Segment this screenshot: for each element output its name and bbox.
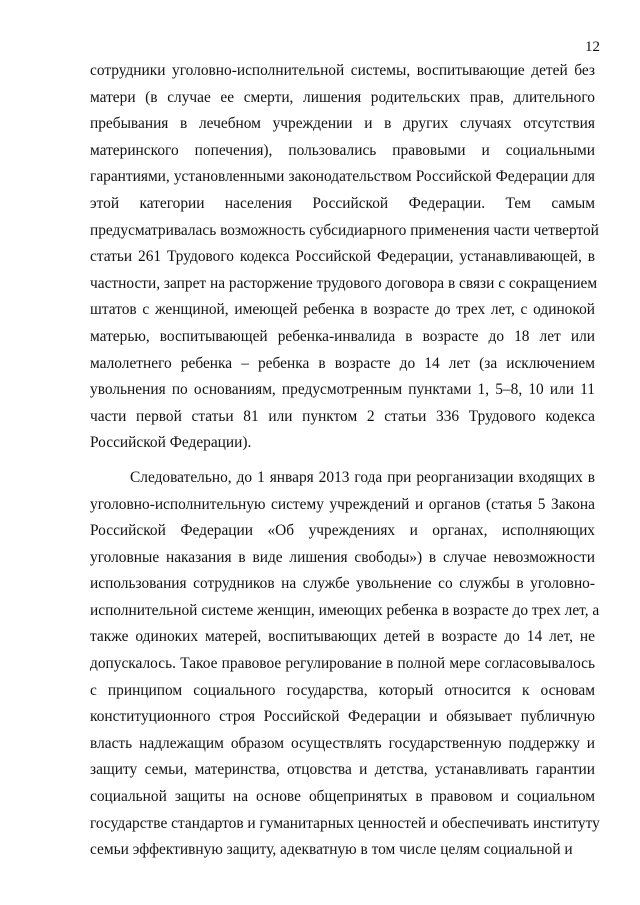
text-line: конституционного строя Российской Федерации и обязывает публичную xyxy=(90,708,595,726)
text-line: части первой статьи 81 или пунктом 2 статьи 336 Трудового кодекса xyxy=(90,407,595,425)
text-line: допускалось. Такое правовое регулирование в полной мере согласовывалось xyxy=(90,655,595,673)
text-line: сотрудники уголовно-исполнительной системы, воспитывающие детей без xyxy=(90,62,595,79)
text-line: Следовательно, до 1 января 2013 года при реорганизации входящих в xyxy=(130,468,595,486)
text-line: малолетнего ребенка – ребенка в возрасте до 14 лет (за исключением xyxy=(90,354,595,372)
text-line: материнского попечения), пользовались правовыми и социальными xyxy=(90,141,595,159)
text-line: Российской Федерации). xyxy=(90,434,252,452)
text-line: также одиноких матерей, воспитывающих детей в возрасте до 14 лет, не xyxy=(90,628,595,646)
text-line: власть надлежащим образом осуществлять государственную поддержку и xyxy=(90,734,595,752)
paragraph xyxy=(90,465,600,864)
text-line: с принципом социального государства, который относится к основам xyxy=(90,681,595,699)
text-line: исполнительной системе женщин, имеющих ребенка в возрасте до трех лет, а xyxy=(90,601,600,619)
text-line: матерью, воспитывающей ребенка-инвалида в возрасте до 18 лет или xyxy=(90,327,595,345)
paragraph xyxy=(90,58,599,457)
text-line: пребывания в лечебном учреждении и в других случаях отсутствия xyxy=(90,115,595,133)
paragraph-gap xyxy=(90,457,595,465)
text-line: гарантиями, установленными законодательством Российской Федерации для xyxy=(90,168,595,186)
text-line: семьи эффективную защиту, адекватную в том числе целям социальной и xyxy=(90,841,573,859)
page-number: 12 xyxy=(585,39,600,55)
text-line: штатов с женщиной, имеющей ребенка в возрасте до трех лет, с одинокой xyxy=(90,301,595,319)
text-line: матери (в случае ее смерти, лишения родительских прав, длительного xyxy=(90,88,595,106)
text-line: этой категории населения Российской Федерации. Тем самым xyxy=(90,194,595,212)
text-line: государстве стандартов и гуманитарных ценностей и обеспечивать институту xyxy=(90,814,600,832)
text-line: частности, запрет на расторжение трудового договора в связи с сокращением xyxy=(90,274,598,292)
text-line: социальной защиты на основе общепринятых в правовом и социальном xyxy=(90,788,595,806)
text-line: увольнения по основаниям, предусмотренным пунктами 1, 5–8, 10 или 11 xyxy=(90,381,595,399)
document-body xyxy=(90,58,600,864)
text-line: статьи 261 Трудового кодекса Российской Федерации, устанавливающей, в xyxy=(90,248,595,266)
text-line: защиту семьи, материнства, отцовства и детства, устанавливать гарантии xyxy=(90,761,595,779)
text-line: предусматривалась возможность субсидиарного применения части четвертой xyxy=(90,221,599,239)
text-line: уголовно-исполнительную систему учреждений и органов (статья 5 Закона xyxy=(90,495,595,513)
text-line: уголовные наказания в виде лишения свободы») в случае невозможности xyxy=(90,548,595,566)
text-line: использования сотрудников на службе увольнение со службы в уголовно- xyxy=(90,575,595,593)
text-line: Российской Федерации «Об учреждениях и органах, исполняющих xyxy=(90,522,595,540)
